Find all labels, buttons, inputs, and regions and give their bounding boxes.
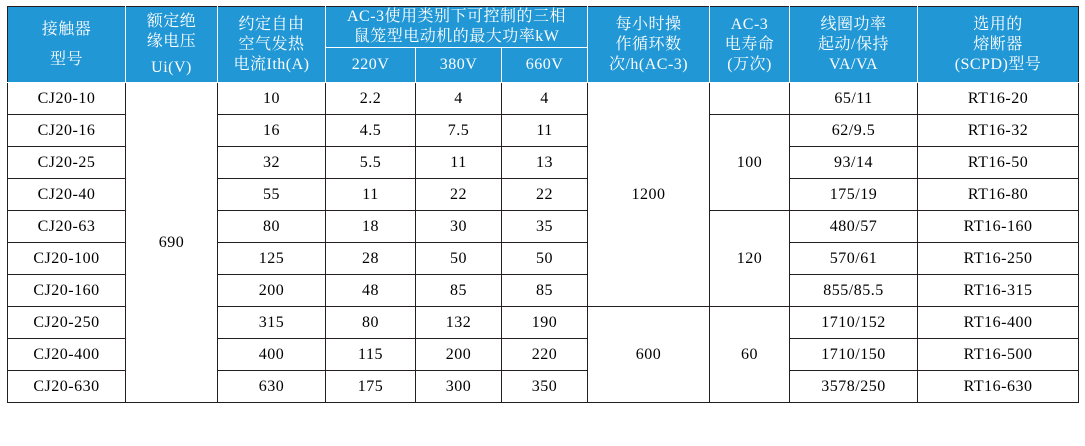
cell-power-220v: 48 <box>326 275 416 307</box>
cell-coil-power: 93/14 <box>790 147 918 179</box>
cell-cycles-per-hour: 600 <box>588 307 710 403</box>
cell-fuse-type: RT16-32 <box>918 115 1079 147</box>
cell-power-220v: 4.5 <box>326 115 416 147</box>
cell-electrical-life: 120 <box>710 211 790 307</box>
cell-fuse-type: RT16-160 <box>918 211 1079 243</box>
cell-insulation-voltage: 690 <box>126 83 218 403</box>
cell-coil-power: 570/61 <box>790 243 918 275</box>
header-thermal-current: 约定自由 空气发热 电流Ith(A) <box>218 7 326 83</box>
cell-power-380v: 200 <box>416 339 502 371</box>
contactor-spec-table <box>7 6 1079 403</box>
cell-thermal-current: 400 <box>218 339 326 371</box>
cell-coil-power: 62/9.5 <box>790 115 918 147</box>
cell-fuse-type: RT16-80 <box>918 179 1079 211</box>
cell-power-220v: 28 <box>326 243 416 275</box>
cell-cycles-per-hour: 1200 <box>588 83 710 307</box>
cell-electrical-life: 100 <box>710 115 790 211</box>
header-electrical-life: AC-3 电寿命 (万次) <box>710 7 790 83</box>
cell-power-220v: 18 <box>326 211 416 243</box>
header-row-main <box>8 7 1079 48</box>
cell-thermal-current: 32 <box>218 147 326 179</box>
cell-thermal-current: 10 <box>218 83 326 115</box>
cell-power-660v: 85 <box>502 275 588 307</box>
cell-model: CJ20-16 <box>8 115 126 147</box>
spec-table-page <box>0 6 1085 446</box>
header-power-660v: 660V <box>502 48 588 83</box>
cell-model: CJ20-400 <box>8 339 126 371</box>
cell-electrical-life: 60 <box>710 307 790 403</box>
cell-thermal-current: 200 <box>218 275 326 307</box>
cell-power-380v: 132 <box>416 307 502 339</box>
cell-power-660v: 50 <box>502 243 588 275</box>
cell-thermal-current: 55 <box>218 179 326 211</box>
cell-life-blank <box>710 83 790 115</box>
cell-power-220v: 115 <box>326 339 416 371</box>
cell-power-660v: 35 <box>502 211 588 243</box>
table-row <box>8 83 1079 115</box>
cell-thermal-current: 80 <box>218 211 326 243</box>
cell-fuse-type: RT16-315 <box>918 275 1079 307</box>
cell-power-660v: 220 <box>502 339 588 371</box>
cell-power-380v: 30 <box>416 211 502 243</box>
cell-fuse-type: RT16-400 <box>918 307 1079 339</box>
cell-power-220v: 5.5 <box>326 147 416 179</box>
cell-model: CJ20-40 <box>8 179 126 211</box>
cell-power-660v: 350 <box>502 371 588 403</box>
cell-fuse-type: RT16-250 <box>918 243 1079 275</box>
cell-power-380v: 11 <box>416 147 502 179</box>
cell-power-380v: 7.5 <box>416 115 502 147</box>
cell-model: CJ20-160 <box>8 275 126 307</box>
cell-model: CJ20-250 <box>8 307 126 339</box>
cell-coil-power: 175/19 <box>790 179 918 211</box>
cell-coil-power: 1710/150 <box>790 339 918 371</box>
cell-power-380v: 50 <box>416 243 502 275</box>
cell-power-660v: 190 <box>502 307 588 339</box>
cell-power-220v: 175 <box>326 371 416 403</box>
cell-model: CJ20-25 <box>8 147 126 179</box>
cell-coil-power: 3578/250 <box>790 371 918 403</box>
cell-power-380v: 22 <box>416 179 502 211</box>
cell-power-660v: 22 <box>502 179 588 211</box>
cell-power-380v: 4 <box>416 83 502 115</box>
cell-thermal-current: 630 <box>218 371 326 403</box>
cell-power-220v: 80 <box>326 307 416 339</box>
cell-fuse-type: RT16-630 <box>918 371 1079 403</box>
header-power-220v: 220V <box>326 48 416 83</box>
cell-model: CJ20-63 <box>8 211 126 243</box>
cell-power-660v: 4 <box>502 83 588 115</box>
cell-thermal-current: 315 <box>218 307 326 339</box>
cell-thermal-current: 125 <box>218 243 326 275</box>
header-fuse-type: 选用的 熔断器 (SCPD)型号 <box>918 7 1079 83</box>
cell-model: CJ20-100 <box>8 243 126 275</box>
cell-power-660v: 11 <box>502 115 588 147</box>
header-power-380v: 380V <box>416 48 502 83</box>
cell-power-380v: 300 <box>416 371 502 403</box>
table-body <box>8 83 1079 403</box>
cell-power-220v: 11 <box>326 179 416 211</box>
cell-fuse-type: RT16-50 <box>918 147 1079 179</box>
header-model: 接触器 型号 <box>8 7 126 83</box>
header-cycles-per-hour: 每小时操 作循环数 次/h(AC-3) <box>588 7 710 83</box>
cell-fuse-type: RT16-20 <box>918 83 1079 115</box>
cell-coil-power: 855/85.5 <box>790 275 918 307</box>
cell-model: CJ20-630 <box>8 371 126 403</box>
cell-model: CJ20-10 <box>8 83 126 115</box>
cell-power-660v: 13 <box>502 147 588 179</box>
cell-coil-power: 1710/152 <box>790 307 918 339</box>
cell-fuse-type: RT16-500 <box>918 339 1079 371</box>
header-insulation-voltage: 额定绝 缘电压 Ui(V) <box>126 7 218 83</box>
header-power-group: AC-3使用类别下可控制的三相 鼠笼型电动机的最大功率kW <box>326 7 588 48</box>
cell-coil-power: 65/11 <box>790 83 918 115</box>
cell-thermal-current: 16 <box>218 115 326 147</box>
header-coil-power: 线圈功率 起动/保持 VA/VA <box>790 7 918 83</box>
cell-power-220v: 2.2 <box>326 83 416 115</box>
cell-power-380v: 85 <box>416 275 502 307</box>
cell-coil-power: 480/57 <box>790 211 918 243</box>
